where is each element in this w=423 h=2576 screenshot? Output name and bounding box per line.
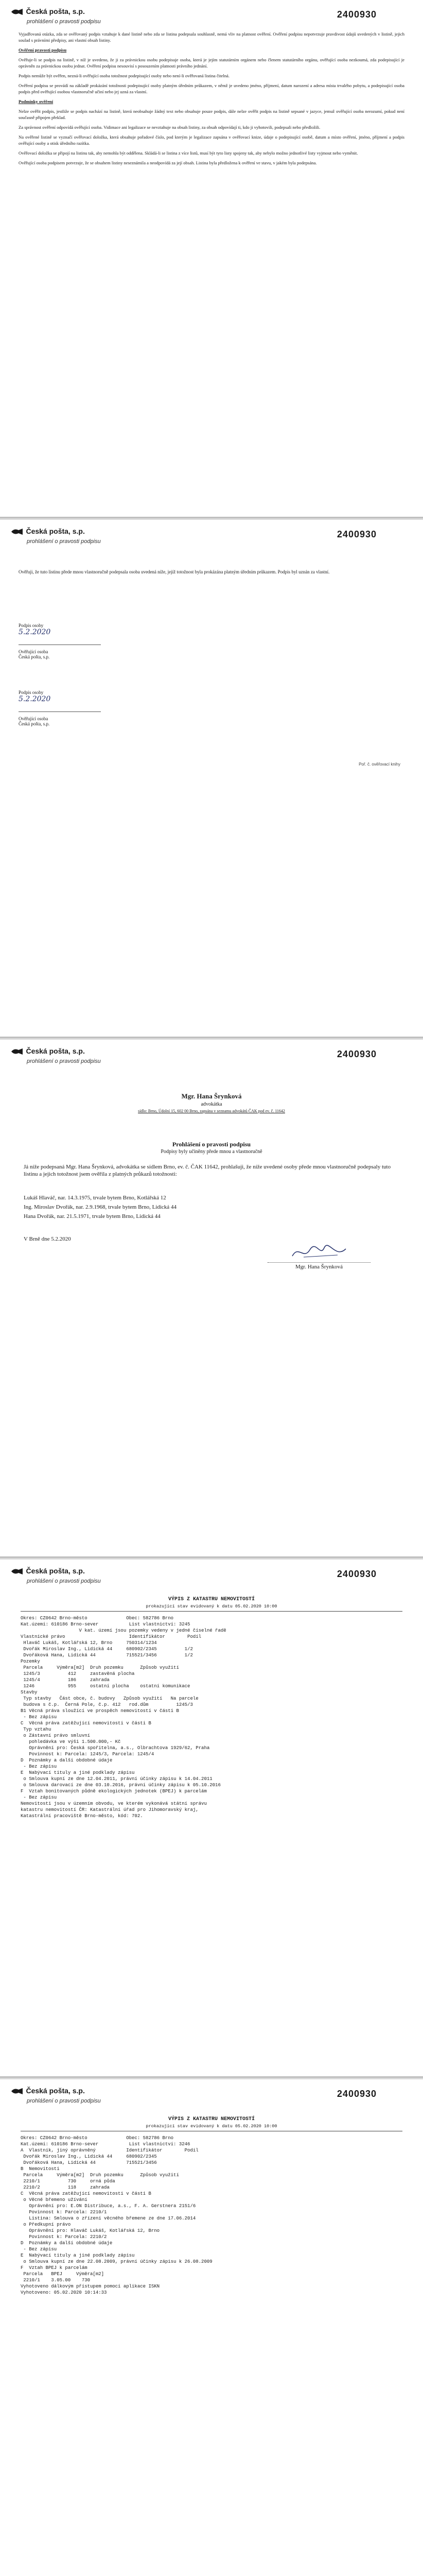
extract-line: Povinnost k: Parcela: 2210/1 bbox=[21, 2210, 107, 2215]
declaration-title: Prohlášení o pravosti podpisu bbox=[172, 1141, 251, 1148]
notary-signature bbox=[268, 1242, 371, 1270]
person-item: Hana Dvořák, nar. 21.5.1971, trvale bytem Brno, Lidická 44 bbox=[24, 1213, 161, 1219]
extract-line: Typ vztahu bbox=[21, 1727, 51, 1732]
extract-line: Pozemky bbox=[21, 1659, 40, 1664]
extract-line: B1 Věcná práva sloužící ve prospěch nemovitostí v části B bbox=[21, 1708, 179, 1714]
document-code: 2400930 bbox=[337, 9, 377, 20]
extract-line: Vlastnické právo Identifikátor Podíl bbox=[21, 1634, 202, 1639]
post-horn-icon bbox=[10, 8, 24, 16]
post-horn-icon bbox=[10, 2087, 24, 2095]
post-stamp bbox=[10, 7, 101, 26]
extract-line: Kat.území: 610186 Brno-sever List vlastnictví: 3246 bbox=[21, 2142, 190, 2147]
extract-line: C Věcná práva zatěžující nemovitosti v části B bbox=[21, 2191, 151, 2196]
notary-role: advokátka bbox=[201, 1101, 222, 1107]
declaration-subtitle: Podpisy byly učiněny přede mnou a vlastnoručně bbox=[161, 1149, 262, 1155]
post-brand: Česká pošta, s.p. bbox=[26, 2087, 85, 2095]
extract-line: E Nabývací tituly a jiné podklady zápisu bbox=[21, 1770, 135, 1775]
extract-line: o Předkupní právo bbox=[21, 2222, 71, 2227]
extract-line: Nemovitosti jsou v územním obvodu, ve kterém vykonává státní správu bbox=[21, 1801, 207, 1806]
extract-lines bbox=[21, 1615, 402, 1819]
extract-subtitle: prokazující stav evidovaný k datu 05.02.2020 10:00 bbox=[146, 2124, 277, 2129]
extract-line: F Vztah bonitovaných půdně ekologických jednotek (BPEJ) k parcelám bbox=[21, 1789, 207, 1794]
notary-name: Mgr. Hana Šrynková bbox=[181, 1092, 242, 1100]
post-tag: prohlášení o pravosti podpisu bbox=[27, 1058, 101, 1064]
extract-line: - Bez zápisu bbox=[21, 1764, 57, 1769]
extract-line: pohledávka ve výši 1.500.000,- Kč bbox=[21, 1739, 121, 1744]
field-label: Česká pošta, s.p. bbox=[19, 721, 50, 726]
signature-line bbox=[19, 703, 101, 712]
extract-line: budova s č.p. Černá Pole, č.p. 412 rod.dům 1245/3 bbox=[21, 1702, 193, 1707]
post-stamp bbox=[10, 1567, 101, 1585]
extract-line: Vyhotoveno dálkovým přístupem pomocí aplikace ISKN bbox=[21, 2284, 160, 2289]
page-3 bbox=[0, 1040, 423, 1558]
extract-line: B Nemovitosti bbox=[21, 2166, 60, 2172]
extract-line: 1245/4 186 zahrada bbox=[21, 1677, 110, 1683]
post-horn-icon bbox=[10, 1567, 24, 1575]
extract-line: o Smlouva darovací ze dne 03.10.2016, právní účinky zápisu k 05.10.2016 bbox=[21, 1783, 221, 1788]
extract-line: Typ stavby Část obce, č. budovy Způsob využití Na parcele bbox=[21, 1696, 199, 1701]
person-item: Ing. Miroslav Dvořák, nar. 2.9.1968, trvale bytem Brno, Lidická 44 bbox=[24, 1204, 177, 1210]
paragraph: Za správnost ověření odpovídá ověřující osoba. Vidimace ani legalizace se nevztahuje na obsah listiny, za obsah odpovídají ti, kdo ji vyhotovili, podepsali nebo předložili. bbox=[19, 125, 321, 130]
extract-line: Listina: Smlouva o zřízení věcného břemene ze dne 17.06.2014 bbox=[21, 2216, 196, 2221]
extract-line: Oprávnění pro: Česká spořitelna, a.s., Olbrachtova 1929/62, Praha bbox=[21, 1745, 210, 1751]
extract-line: o Smlouva kupní ze dne 22.08.2009, právní účinky zápisu k 26.08.2009 bbox=[21, 2259, 213, 2264]
paragraph: Vyjadřovaná otázka, zda se ověřovaný podpis vztahuje k dané listině nebo zda se listina podepsala souhlasně, nemá vliv na platnost ověření. Ověření podpisu nepotvrzuje pravdivost údajů uvedených v listině, jejich soulad s právními předpisy, ani vlastní obsah listiny. bbox=[19, 31, 404, 43]
declaration-body: Já níže podepsaná Mgr. Hana Šrynková, advokátka se sídlem Brno, ev. č. ČAK 11642, prohlašuji, že níže uvedené osoby přede mnou vlastnoručně podepsaly tuto listinu a jejich totožnost jsem ověřila z platných průkazů totožnosti: bbox=[24, 1164, 391, 1177]
post-stamp bbox=[10, 2087, 101, 2105]
field-label: Česká pošta, s.p. bbox=[19, 654, 50, 659]
post-tag: prohlášení o pravosti podpisu bbox=[27, 1578, 101, 1584]
extract-line: Okres: CZ0642 Brno-město Obec: 582786 Brno bbox=[21, 2136, 174, 2141]
extract-line: C Věcná práva zatěžující nemovitosti v části B bbox=[21, 1721, 151, 1726]
place-date: V Brně dne 5.2.2020 bbox=[24, 1236, 71, 1242]
signature-line bbox=[19, 636, 101, 645]
document-code: 2400930 bbox=[337, 1569, 377, 1579]
extract-line: Katastrální pracoviště Brno-město, kód: 702. bbox=[21, 1814, 143, 1819]
paragraph: Na ověřené listině se vyznačí ověřovací doložka, která obsahuje pořadové číslo, pod kterým je legalizace zapsána v ověřovací knize, údaje o podepisující osobě, datum a místo ověření, jméno, příjmení a podpis ověřující osoby a otisk úředního razítka. bbox=[19, 134, 404, 146]
handwritten-date: 5.2.2020 bbox=[19, 695, 51, 703]
field-label: Ověřující osoba bbox=[19, 649, 48, 654]
post-brand: Česká pošta, s.p. bbox=[26, 7, 85, 15]
paragraph: Ověřující osoba podpisem potvrzuje, že se obsahem listiny neseznámila a neodpovídá za její obsah. Listina byla předložena k ověření ve stavu, v jakém byla podepsána. bbox=[19, 160, 317, 165]
extract-line: Parcela Výměra[m2] Druh pozemku Způsob využití bbox=[21, 1665, 179, 1670]
extract-line: D Poznámky a další obdobné údaje bbox=[21, 2241, 113, 2246]
paragraph: Ověřovací doložka se připojí na listinu tak, aby nemohla být oddělena. Skládá-li se listina z více listů, musí být tyto listy spojeny tak, aby nebylo možno jednotlivé listy vyjmout nebo vyměnit. bbox=[19, 150, 358, 156]
extract-line: V kat. území jsou pozemky vedeny v jedné číselné řadě bbox=[21, 1628, 226, 1633]
verification-block bbox=[19, 623, 101, 659]
extract-line: o Věcné břemeno užívání bbox=[21, 2197, 87, 2202]
extract-title: VÝPIS Z KATASTRU NEMOVITOSTÍ bbox=[168, 1597, 255, 1602]
field-label: Podpis osoby bbox=[19, 623, 44, 628]
extract-line: Dvořák Miroslav Ing., Lidická 44 680902/2345 1/2 bbox=[21, 1647, 193, 1652]
page-5 bbox=[0, 2079, 423, 2576]
post-brand: Česká pošta, s.p. bbox=[26, 1567, 85, 1575]
legal-text bbox=[19, 31, 404, 170]
page-2 bbox=[0, 520, 423, 1038]
extract-line: - Bez zápisu bbox=[21, 2247, 57, 2252]
extract-line: 2210/2 118 zahrada bbox=[21, 2185, 110, 2190]
extract-subtitle: prokazující stav evidovaný k datu 05.02.2020 10:00 bbox=[146, 1604, 277, 1609]
post-tag: prohlášení o pravosti podpisu bbox=[27, 19, 101, 25]
post-brand: Česká pošta, s.p. bbox=[26, 1047, 85, 1055]
extract-line: Stavby bbox=[21, 1690, 38, 1695]
extract-line: Povinnost k: Parcela: 2210/2 bbox=[21, 2234, 107, 2240]
paragraph: Nelze ověřit podpis, jestliže se podpis nachází na listině, která neobsahuje žádný text nebo obsahuje pouze podpis, dále nelze ověřit podpis na listině sepsané v jazyce, jemuž ověřující osoba nerozumí, pokud není současně připojen překlad. bbox=[19, 109, 404, 120]
paragraph: Ověření podpisu se provádí na základě prokázání totožnosti podepisující osoby platným úředním průkazem, v němž je uvedeno jméno, příjmení, datum narození a adresa místa trvalého pobytu, a podepisující osoba podpis před ověřující osobou vlastnoručně učiní nebo jej uzná za vlastní. bbox=[19, 83, 404, 94]
signature-caption: Mgr. Hana Šrynková bbox=[268, 1262, 371, 1270]
extract-line: Povinnost k: Parcela: 1245/3, Parcela: 1245/4 bbox=[21, 1752, 154, 1757]
extract-line: 1245/3 412 zastavěná plocha bbox=[21, 1671, 135, 1676]
post-tag: prohlášení o pravosti podpisu bbox=[27, 538, 101, 545]
extract-line: o Smlouva kupní ze dne 12.04.2011, právní účinky zápisu k 14.04.2011 bbox=[21, 1776, 213, 1782]
signature-icon bbox=[288, 1242, 350, 1262]
extract-line: Dvořáková Hana, Lidická 44 715521/3456 bbox=[21, 2160, 157, 2165]
extract-line: - Bez zápisu bbox=[21, 1715, 57, 1720]
extract-line: 2210/1 730 orná půda bbox=[21, 2179, 115, 2184]
extract-line: Dvořáková Hana, Lidická 44 715521/3456 1/2 bbox=[21, 1653, 193, 1658]
extract-line: - Bez zápisu bbox=[21, 1795, 57, 1800]
post-horn-icon bbox=[10, 1047, 24, 1056]
extract-line: Parcela BPEJ Výměra[m2] bbox=[21, 2272, 104, 2277]
post-tag: prohlášení o pravosti podpisu bbox=[27, 2098, 101, 2104]
extract-line: Parcela Výměra[m2] Druh pozemku Způsob využití bbox=[21, 2173, 179, 2178]
document-code: 2400930 bbox=[337, 529, 377, 539]
post-brand: Česká pošta, s.p. bbox=[26, 527, 85, 535]
extract-line: Oprávnění pro: E.ON Distribuce, a.s., F. A. Gerstnera 2151/6 bbox=[21, 2204, 196, 2209]
heading: Ověření pravosti podpisu bbox=[19, 47, 67, 53]
paragraph: Podpis nemůže být ověřen, nezná-li ověřující osoba totožnost podepisující osoby nebo není-li ověřovaná listina čitelná. bbox=[19, 73, 230, 78]
extract-line: F Vztah BPEJ k parcelám bbox=[21, 2265, 87, 2270]
extract-line: 2210/1 3.05.00 730 bbox=[21, 2278, 91, 2283]
post-stamp bbox=[10, 527, 101, 546]
extract-line: Okres: CZ0642 Brno-město Obec: 582786 Brno bbox=[21, 1616, 174, 1621]
field-label: Podpis osoby bbox=[19, 690, 44, 695]
side-note: Poř. č. ověřovací knihy bbox=[359, 762, 400, 767]
handwritten-date: 5.2.2020 bbox=[19, 628, 51, 636]
person-item: Lukáš Hlaváč, nar. 14.3.1975, trvale bytem Brno, Kotlářská 12 bbox=[24, 1195, 166, 1201]
post-horn-icon bbox=[10, 528, 24, 536]
extract-line: o Zástavní právo smluvní bbox=[21, 1733, 91, 1738]
extract-line: Kat.území: 610186 Brno-sever List vlastnictví: 3245 bbox=[21, 1622, 190, 1627]
extract-line: Dvořák Miroslav Ing., Lidická 44 680902/2345 bbox=[21, 2154, 157, 2159]
extract-title: VÝPIS Z KATASTRU NEMOVITOSTÍ bbox=[168, 2116, 255, 2122]
page-4 bbox=[0, 1560, 423, 2078]
post-stamp bbox=[10, 1047, 101, 1065]
divider bbox=[21, 1611, 402, 1612]
verification-intro: Ověřuji, že tuto listinu přede mnou vlastnoručně podepsala osoba uvedená níže, jejíž totožnost byla prokázána platným úředním průkazem. Podpis byl uznán za vlastní. bbox=[19, 569, 330, 574]
extract-line: Hlaváč Lukáš, Kotlářská 12, Brno 750314/1234 bbox=[21, 1640, 157, 1646]
heading: Podmínky ověření bbox=[19, 99, 54, 104]
document-code: 2400930 bbox=[337, 1049, 377, 1059]
verification-block bbox=[19, 690, 101, 726]
paragraph: Ověřuje-li se podpis na listině, v níž je uvedeno, že ji za právnickou osobu podepisuje osoba, která je jejím statutárním orgánem nebo členem statutárního orgánu, ověřující osoba nezkoumá, zda podepisující je oprávněn za právnickou osobu jednat. Ověření podpisu nesouvisí s posouzením platnosti právního jednání. bbox=[19, 57, 404, 69]
field-label: Ověřující osoba bbox=[19, 716, 48, 721]
extract-line: 1246 955 ostatní plocha ostatní komunikace bbox=[21, 1684, 190, 1689]
document-code: 2400930 bbox=[337, 2089, 377, 2099]
extract-line: E Nabývací tituly a jiné podklady zápisu bbox=[21, 2253, 135, 2258]
page-1 bbox=[0, 0, 423, 518]
extract-line: Vyhotoveno: 05.02.2020 10:14:33 bbox=[21, 2290, 107, 2295]
extract-line: A Vlastník, jiný oprávněný Identifikátor Podíl bbox=[21, 2148, 199, 2153]
notary-address: sídlo: Brno, Údolní 15, 602 00 Brno, zapsána v seznamu advokátů ČAK pod ev. č. 11642 bbox=[138, 1109, 285, 1113]
extract-line: D Poznámky a další obdobné údaje bbox=[21, 1758, 113, 1763]
extract-line: katastru nemovitostí ČR: Katastrální úřad pro Jihomoravský kraj, bbox=[21, 1807, 199, 1812]
extract-line: Oprávnění pro: Hlaváč Lukáš, Kotlářská 12, Brno bbox=[21, 2228, 160, 2233]
extract-lines bbox=[21, 2135, 402, 2296]
